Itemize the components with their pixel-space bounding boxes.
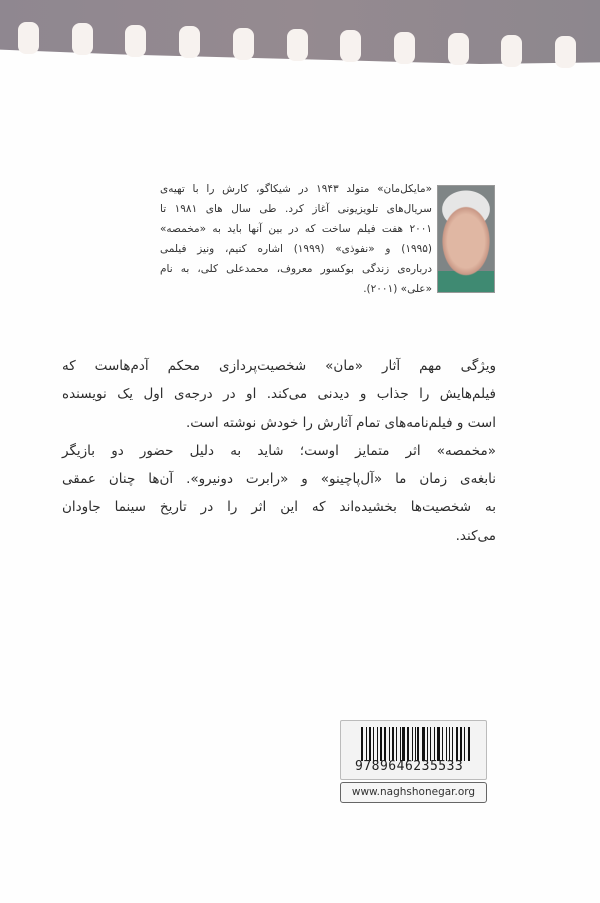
text-line: است و فیلم‌نامه‌های تمام آثارش را خودش نوشته است. — [186, 414, 496, 431]
barcode — [340, 720, 487, 780]
author-bio — [160, 179, 432, 299]
sprocket-hole — [340, 30, 361, 62]
bar — [361, 727, 363, 761]
sprocket-hole — [287, 29, 308, 61]
bar — [449, 727, 451, 761]
bar — [422, 727, 425, 761]
text-line: «مخمصه» اثر متمایز اوست؛ شاید به دلیل حضور دو بازیگر — [62, 442, 496, 459]
bar — [373, 727, 374, 761]
bio-line: «مایکل‌مان» متولد ۱۹۴۳ در شیکاگو، کارش را با تهیه‌ی — [160, 183, 432, 195]
sprocket-hole — [448, 33, 469, 65]
bio-line: ۲۰۰۱ هفت فیلم ساخت که در بین آنها باید به «مخمصه» — [160, 223, 432, 235]
bar — [434, 727, 435, 761]
sprocket-hole — [394, 32, 415, 64]
sprocket-hole — [125, 25, 146, 57]
text-line: ویژگی مهم آثار «مان» شخصیت‌پردازی محکم آدم‌هاست که — [62, 358, 496, 374]
sprocket-hole — [72, 23, 93, 55]
bar — [400, 727, 401, 761]
bar — [377, 727, 378, 761]
bar — [380, 727, 382, 761]
sprocket-hole — [233, 28, 254, 60]
bio-line: درباره‌ی زندگی بوکسور معروف، محمدعلی کلی، به نام — [160, 263, 432, 275]
publisher-website: www.naghshonegar.org — [340, 782, 487, 803]
bar — [430, 727, 432, 761]
bar — [396, 727, 397, 761]
barcode-bars — [361, 727, 471, 761]
bar — [415, 727, 416, 761]
sprocket-hole — [501, 35, 522, 67]
bar — [437, 727, 440, 761]
sprocket-hole — [179, 26, 200, 58]
author-photo — [437, 185, 495, 293]
bar — [460, 727, 463, 761]
bar — [366, 727, 367, 761]
text-line: فیلم‌هایش را جذاب و دیدنی می‌کند. او در درجه‌ی اول یک نویسنده — [62, 386, 496, 403]
text-line: می‌کند. — [455, 527, 496, 544]
bar — [446, 727, 447, 761]
bar — [384, 727, 387, 761]
description-text — [62, 352, 496, 550]
bar — [417, 727, 419, 761]
bar — [389, 727, 390, 761]
bar — [392, 727, 394, 761]
bar — [412, 727, 413, 761]
bar — [407, 727, 409, 761]
bar — [402, 727, 405, 761]
sprocket-hole — [555, 36, 576, 68]
bar — [369, 727, 372, 761]
bar — [464, 727, 465, 761]
bio-line: «علی» (۲۰۰۱). — [363, 283, 432, 295]
bar — [468, 727, 470, 761]
text-line: نابغه‌ی زمان ما «آل‌پاچینو» و «رابرت دونیرو». آن‌ها چنان عمقی — [62, 471, 496, 488]
bio-line: سریال‌های تلویزیونی آغاز کرد. طی سال های ۱۹۸۱ تا — [160, 203, 432, 215]
bar — [427, 727, 428, 761]
bar — [442, 727, 443, 761]
isbn-number: 9789646235533 — [355, 759, 464, 774]
text-line: به شخصیت‌ها بخشیده‌اند که این اثر را در تاریخ سینما جاودان — [62, 499, 496, 516]
bar — [456, 727, 458, 761]
sprocket-hole — [18, 22, 39, 54]
bio-line: (۱۹۹۵) و «نفوذی» (۱۹۹۹) اشاره کنیم، ونیز فیلمی — [160, 243, 432, 255]
bar — [452, 727, 453, 761]
